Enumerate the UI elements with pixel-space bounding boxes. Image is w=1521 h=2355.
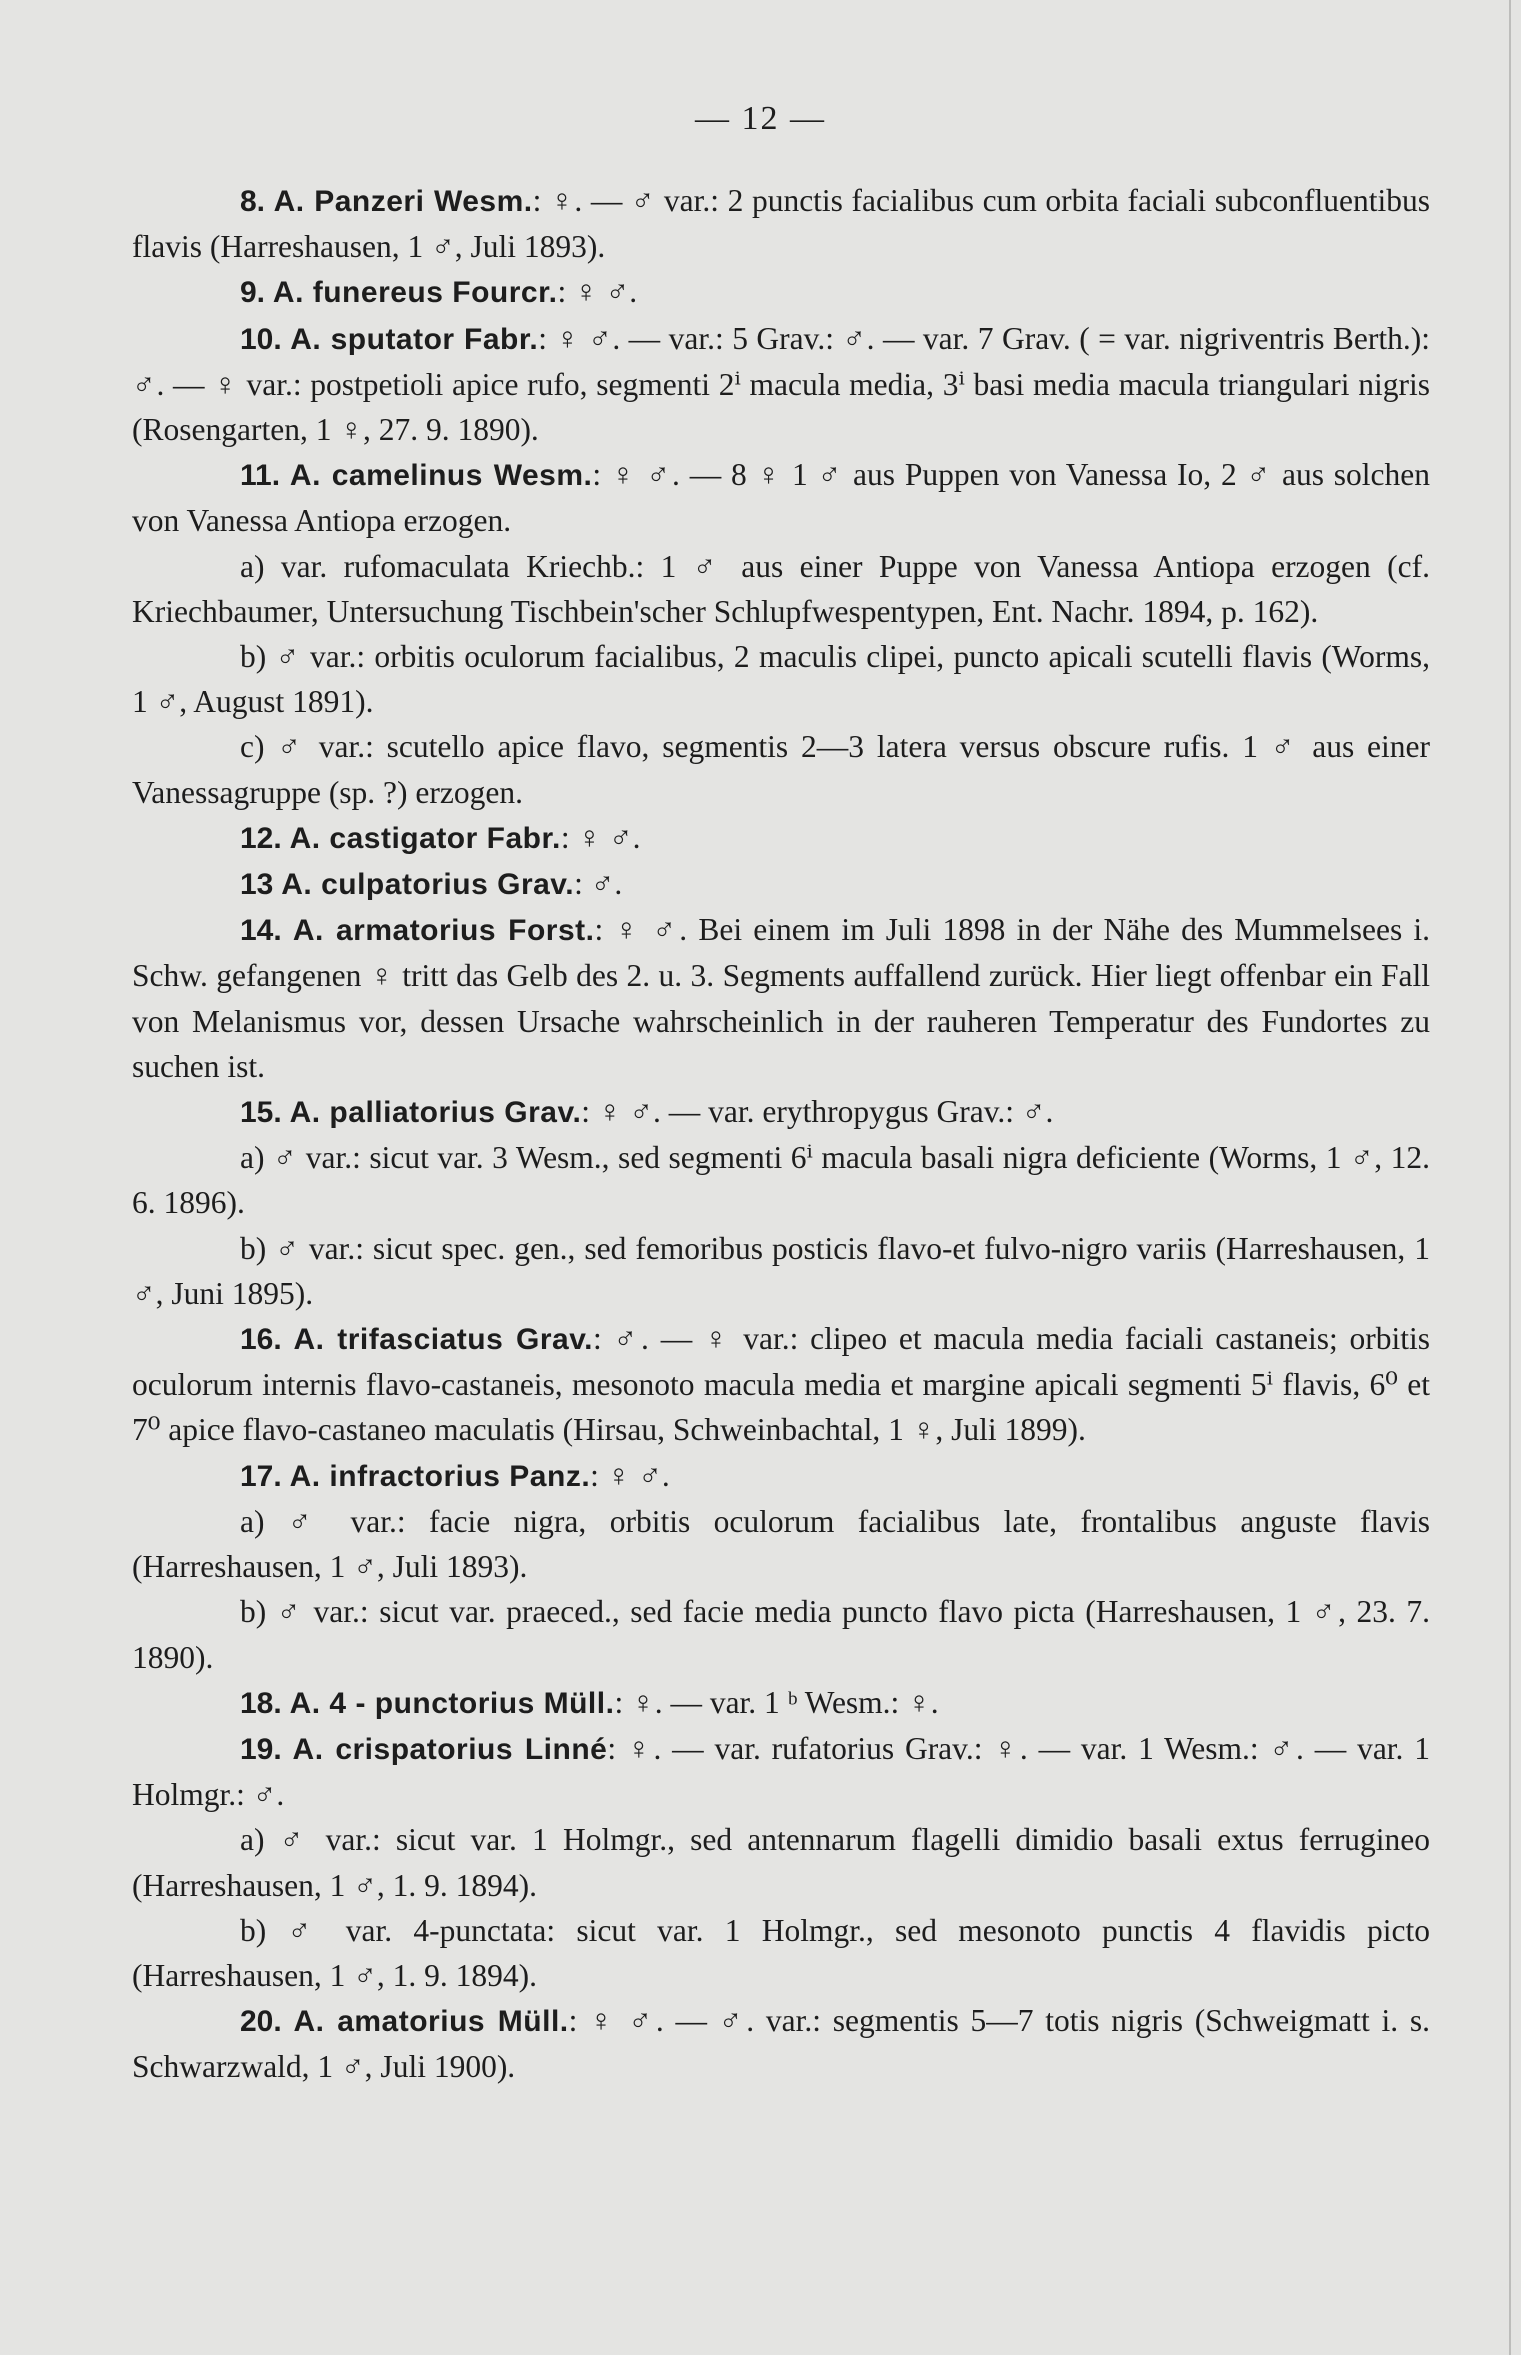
entry-16: 16. A. trifasciatus Grav.: ♂. — ♀ var.: clipeo et macula media faciali castaneis; orbitis oculorum internis flavo-castaneis, mesonoto macula media et margine apicali segmenti 5ⁱ flavis, 6⁰ et 7⁰ apice flavo-castaneo maculatis (Hirsau, Schweinbachtal, 1 ♀, Juli 1899). xyxy=(132,1321,1430,1448)
entry-13: 13 A. culpatorius Grav.: ♂. xyxy=(240,866,623,902)
entry-17b: b) ♂ var.: sicut var. praeced., sed facie media puncto flavo picta (Harreshausen, 1 ♂, 23. 7. 1890). xyxy=(132,1594,1430,1675)
species-name: A. infractorius Panz. xyxy=(289,1459,591,1493)
text-body xyxy=(132,178,1430,2090)
entry-11c: c) ♂ var.: scutello apice flavo, segmentis 2—3 latera versus obscure rufis. 1 ♂ aus einer Vanessagruppe (sp. ?) erzogen. xyxy=(132,729,1430,810)
species-name: A. crispatorius Linné xyxy=(292,1732,608,1766)
entry-20: 20. A. amatorius Müll.: ♀ ♂. — ♂. var.: segmentis 5—7 totis nigris (Schweigmatt i. s. Schwarzwald, 1 ♂, Juli 1900). xyxy=(132,2003,1431,2085)
entry-11: 11. A. camelinus Wesm.: ♀ ♂. — 8 ♀ 1 ♂ aus Puppen von Vanessa Io, 2 ♂ aus solchen von Vanessa Antiopa erzogen. xyxy=(132,457,1431,539)
species-name: A. Panzeri Wesm. xyxy=(273,185,533,218)
species-name: A. castigator Fabr. xyxy=(289,821,561,855)
species-name: A. culpatorius Grav. xyxy=(281,868,575,902)
species-name: A. funereus Fourcr. xyxy=(272,276,558,310)
species-name: A. amatorius Müll. xyxy=(293,2005,569,2039)
species-name: A. trifasciatus Grav. xyxy=(293,1323,594,1357)
entry-15b: b) ♂ var.: sicut spec. gen., sed femoribus posticis flavo-et fulvo-nigro variis (Harreshausen, 1 ♂, Juni 1895). xyxy=(132,1230,1430,1311)
entry-17: 17. A. infractorius Panz.: ♀ ♂. xyxy=(240,1457,670,1493)
entry-15a: a) ♂ var.: sicut var. 3 Wesm., sed segmenti 6ⁱ macula basali nigra deficiente (Worms, 1 ♂, 12. 6. 1896). xyxy=(132,1140,1430,1221)
entry-11a: a) var. rufomaculata Kriechb.: 1 ♂ aus einer Puppe von Vanessa Antiopa erzogen (cf. Kriechbaumer, Untersuchung Tischbein'scher Schlupfwespentypen, Ent. Nachr. 1894, p. 162). xyxy=(132,548,1430,629)
entry-19a: a) ♂ var.: sicut var. 1 Holmgr., sed antennarum flagelli dimidio basali extus ferrugineo (Harreshausen, 1 ♂, 1. 9. 1894). xyxy=(132,1822,1430,1903)
entry-10: 10. A. sputator Fabr.: ♀ ♂. — var.: 5 Grav.: ♂. — var. 7 Grav. ( = var. nigriventris Berth.): ♂. — ♀ var.: postpetioli apice rufo, segmenti 2ⁱ macula media, 3ⁱ basi media macula triangulari nigris (Rosengarten, 1 ♀, 27. 9. 1890). xyxy=(132,320,1431,448)
entry-14: 14. A. armatorius Forst.: ♀ ♂. Bei einem im Juli 1898 in der Nähe des Mummelsees i. Schw. gefangenen ♀ tritt das Gelb des 2. u. 3. Segments auffallend zurück. Hier liegt offenbar ein Fall von Melanismus vor, dessen Ursache wahrscheinlich in der rauheren Temperatur des Fundortes zu suchen ist. xyxy=(132,912,1431,1084)
entry-8: 8. A. Panzeri Wesm.: ♀. — ♂ var.: 2 punctis facialibus cum orbita faciali subconfluentibus flavis (Harreshausen, 1 ♂, Juli 1893). xyxy=(132,183,1431,265)
species-name: A. 4 - punctorius Müll. xyxy=(289,1686,615,1720)
species-name: A. armatorius Forst. xyxy=(292,914,595,948)
species-name: A. palliatorius Grav. xyxy=(289,1096,582,1130)
page-number: — 12 — xyxy=(695,100,826,137)
species-name: A. sputator Fabr. xyxy=(290,322,539,356)
entry-15: 15. A. palliatorius Grav.: ♀ ♂. — var. erythropygus Grav.: ♂. xyxy=(240,1094,1054,1130)
entry-11b: b) ♂ var.: orbitis oculorum facialibus, 2 maculis clipei, puncto apicali scutelli flavis (Worms, 1 ♂, August 1891). xyxy=(132,639,1430,720)
entry-19: 19. A. crispatorius Linné: ♀. — var. rufatorius Grav.: ♀. — var. 1 Wesm.: ♂. — var. 1 Holmgr.: ♂. xyxy=(132,1730,1430,1813)
species-name: A. camelinus Wesm. xyxy=(289,459,593,493)
entry-17a: a) ♂ var.: facie nigra, orbitis oculorum facialibus late, frontalibus anguste flavis (Harreshausen, 1 ♂, Juli 1893). xyxy=(132,1503,1430,1585)
page-edge-line xyxy=(1509,0,1511,2355)
entry-18: 18. A. 4 - punctorius Müll.: ♀. — var. 1 ᵇ Wesm.: ♀. xyxy=(240,1684,939,1720)
entry-12: 12. A. castigator Fabr.: ♀ ♂. xyxy=(240,819,641,855)
entry-9: 9. A. funereus Fourcr.: ♀ ♂. xyxy=(240,274,638,310)
entry-19b: b) ♂ var. 4-punctata: sicut var. 1 Holmgr., sed mesonoto punctis 4 flavidis picto (Harreshausen, 1 ♂, 1. 9. 1894). xyxy=(132,1912,1430,1993)
